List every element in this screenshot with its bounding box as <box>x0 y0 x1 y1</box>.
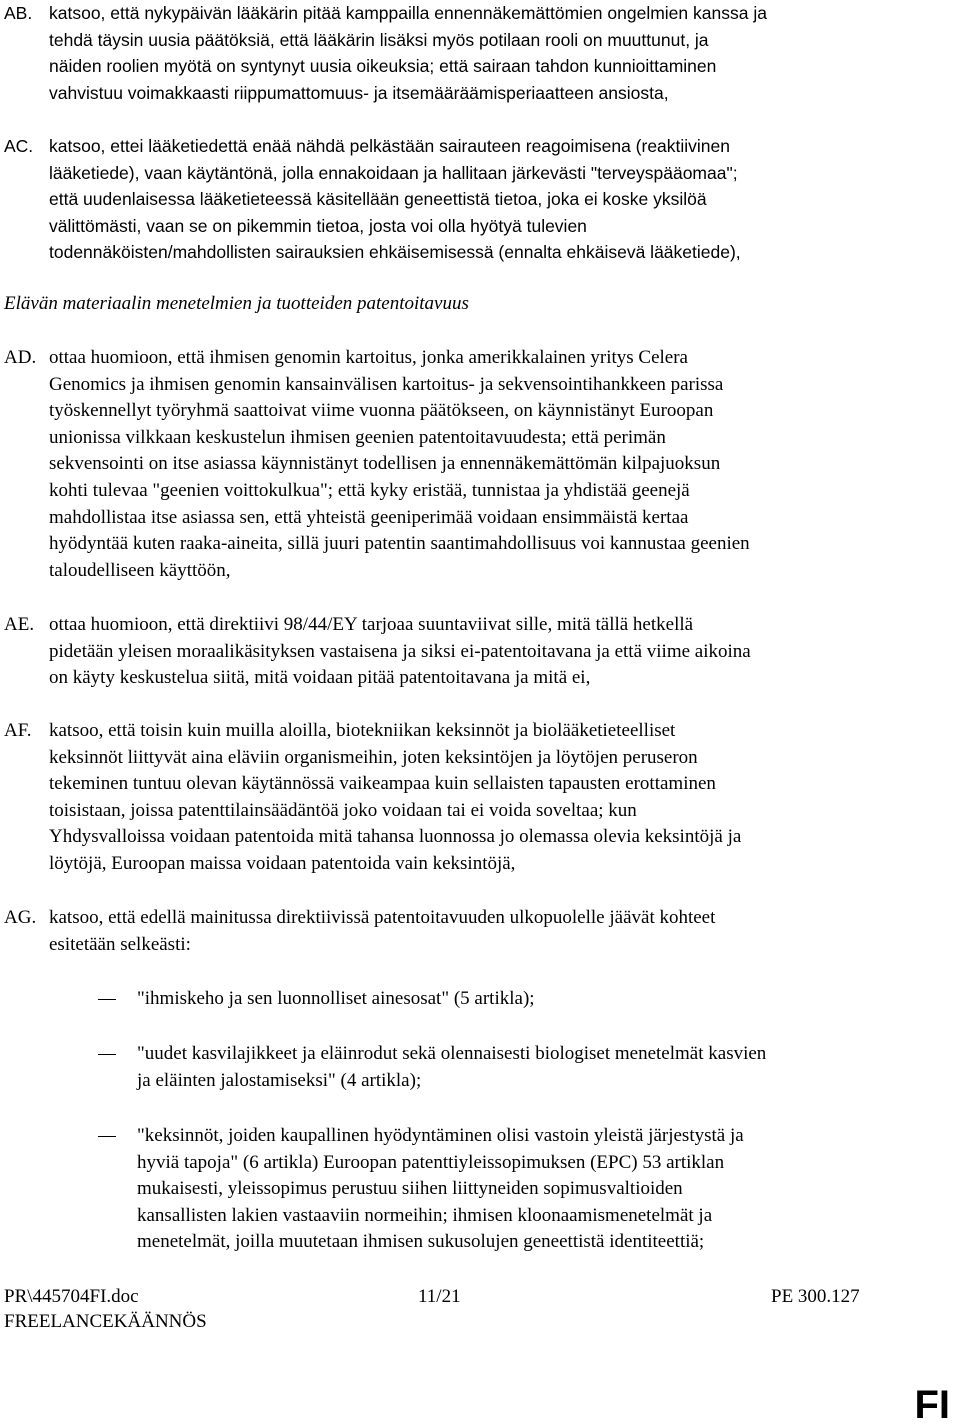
paragraph-label: AF. <box>4 720 32 741</box>
paragraph-text: katsoo, että edellä mainitussa direktiivissä patentoitavuuden ulkopuolelle jäävät kohteet esitetään selkeästi: <box>49 907 716 955</box>
paragraph-ae <box>0 612 920 692</box>
list-item <box>0 1123 920 1256</box>
paragraph-ag <box>0 905 920 958</box>
language-code: FI <box>914 1383 950 1427</box>
paragraph-label: AG. <box>4 907 37 928</box>
paragraph-text: katsoo, ettei lääketiedettä enää nähdä pelkästään sairauteen reagoimisena (reaktiivinen lääketiede), vaan käytäntönä, jolla ennakoidaan ja hallitaan järkevästi "terveyspääomaa"; että uudenlaisessa lääketieteessä käsitellään geneettistä tietoa, joka ei koske yksilöä välittömästi, vaan se on pikemmin tietoa, josta voi olla hyötyä tulevien todennäköisten/mahdollisten sairauksien ehkäisemisessä (ennalta ehkäisevä lääketiede), <box>49 136 741 263</box>
list-item <box>0 986 920 1013</box>
paragraph-ac <box>0 133 920 266</box>
paragraph-text: ottaa huomioon, että ihmisen genomin kartoitus, jonka amerikkalainen yritys Celera Genomics ja ihmisen genomin kansainvälisen kartoitus- ja sekvensointihankkeen parissa työskennellyt työryhmä saattoivat viime vuonna päätökseen, on käynnistänyt Euroopan unionissa vilkkaan keskustelun ihmisen geenien patentoitavuudesta; että perimän sekvensointi on itse asiassa käynnistänyt todellisen ja ennennäkemättömän kilpajuoksun kohti tulevaa "geenien voittokulkua"; että kyky eristää, tunnistaa ja yhdistää geenejä mahdollistaa itse asiassa sen, että yhteistä geeniperimää voidaan ensimmäistä kertaa hyödyntää kuten raaka-aineita, sillä juuri patentin saantimahdollisuus voi kannustaa geenien taloudelliseen käyttöön, <box>49 347 750 581</box>
dash-bullet-icon <box>98 1136 116 1137</box>
list-item-text: "uudet kasvilajikkeet ja eläinrodut sekä olennaisesti biologiset menetelmät kasvien ja eläinten jalostamiseksi" (4 artikla); <box>137 1043 767 1091</box>
paragraph-af <box>0 718 920 878</box>
footer-doc-ref: PR\445704FI.doc <box>4 1286 139 1307</box>
list-item <box>0 1041 920 1094</box>
paragraph-ad <box>0 345 920 584</box>
dash-bullet-icon <box>98 999 116 1000</box>
paragraph-label: AE. <box>4 614 35 635</box>
footer-translator: FREELANCEKÄÄNNÖS <box>4 1311 207 1332</box>
paragraph-text: katsoo, että nykypäivän lääkärin pitää kamppailla ennennäkemättömien ongelmien kanssa ja tehdä täysin uusia päätöksiä, että lääkärin lisäksi myös potilaan rooli on muuttunut, ja näiden roolien myötä on syntynyt uusia oikeuksia; että sairaan tahdon kunnioittaminen vahvistuu voimakkaasti riippumattomuus- ja itsemääräämisperiaatteen ansiosta, <box>49 3 767 103</box>
paragraph-ab <box>0 0 920 106</box>
paragraph-label: AC. <box>4 136 34 156</box>
footer-pe-ref: PE 300.127 <box>771 1286 860 1307</box>
paragraph-label: AD. <box>4 347 37 368</box>
list-item-text: "keksinnöt, joiden kaupallinen hyödyntäminen olisi vastoin yleistä järjestystä ja hyviä tapoja" (6 artikla) Euroopan patenttiyleissopimuksen (EPC) 53 artiklan mukaisesti, yleissopimus perustuu siihen liittyneiden sopimusvaltioiden kansallisten lakien vastaaviin normeihin; ihmisen kloonaamismenetelmät ja menetelmät, joilla muutetaan ihmisen sukusolujen geneettistä identiteettiä; <box>137 1125 744 1253</box>
paragraph-text: ottaa huomioon, että direktiivi 98/44/EY tarjoaa suuntaviivat sille, mitä tällä hetkellä pidetään yleisen moraalikäsityksen vastaisena ja siksi ei-patentoitavana ja että viime aikoina on käyty keskustelua siitä, mitä voidaan pitää patentoitavana ja mitä ei, <box>49 614 751 689</box>
paragraph-text: katsoo, että toisin kuin muilla aloilla, biotekniikan keksinnöt ja biolääketieteelliset keksinnöt liittyvät aina eläviin organismeihin, joten keksintöjen ja löytöjen peruseron tekeminen tuntuu olevan käytännössä vaikeampaa kuin sellaisten tapausten erottaminen toisistaan, joissa patenttilainsäädäntöä joko voidaan tai ei voida soveltaa; kun Yhdysvalloissa voidaan patentoida mitä tahansa luonnossa jo olemassa olevia keksintöjä ja löytöjä, Euroopan maissa voidaan patentoida vain keksintöjä, <box>49 720 742 874</box>
paragraph-label: AB. <box>4 3 33 23</box>
list-item-text: "ihmiskeho ja sen luonnolliset ainesosat" (5 artikla); <box>137 988 535 1009</box>
section-heading: Elävän materiaalin menetelmien ja tuotteiden patentoitavuus <box>4 293 469 314</box>
dash-bullet-icon <box>98 1054 116 1055</box>
footer-page-number: 11/21 <box>418 1286 461 1307</box>
